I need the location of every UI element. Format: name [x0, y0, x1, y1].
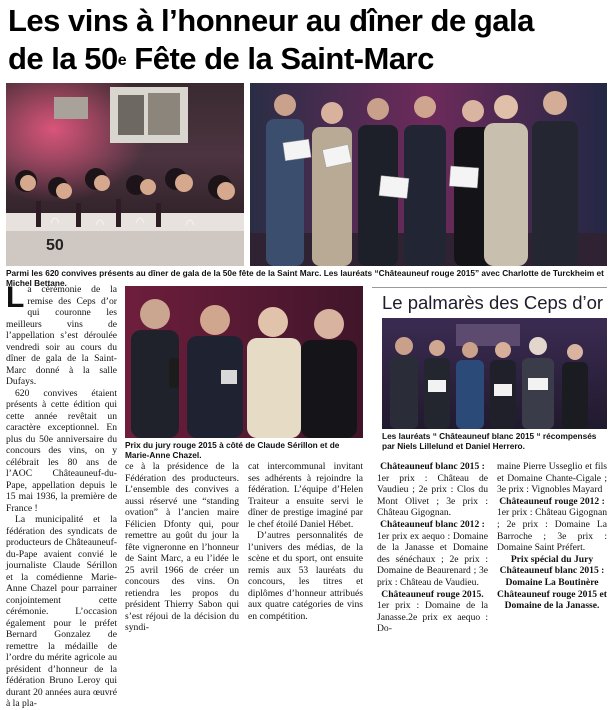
palmares-entry: 1er prix ex aequo : Domaine de la Janasse et Domaine des sénéchaux ; 2e prix : Domaine de Beaurenard ; 3e prix : Château de Vaudieu. — [377, 530, 488, 588]
article-column-3 — [248, 461, 363, 622]
dropcap: L — [6, 281, 25, 314]
caption-top: Parmi les 620 convives présents au dîner de gala de la 50e fête de la Saint Marc. Les lauréats “Châteauneuf rouge 2015” avec Charlotte de Turckheim et Michel Bettane. — [6, 268, 604, 288]
article-paragraph: La municipalité et la fédération des syndicats de producteurs de Châteauneuf-du-Pape avaient convié le journaliste Claude Sérillon et la comédienne Marie-Anne Chazel pour parrainer conjointement cette cérémonie. L’occasion également pour le préfet Bernard Gonzalez de remettre la médaille de l’ordre du mérite agricole au président d’honneur de la fédération Bruno Leroy qui durant 20 années aura œuvré à la pla- — [6, 514, 117, 709]
palmares-entry: 1er prix : Domaine de la Janasse.2e prix ex aequo : Do- — [377, 600, 488, 635]
article-paragraph: La cérémonie de la remise des Ceps d’or qui couronne les meilleurs vins de l’appellation s’est déroulée vendredi soir au cours du dîner de gala de la Saint-Marc donné à la salle Dufays. — [6, 281, 117, 387]
palmares-heading: Châteauneuf blanc 2012 : — [380, 518, 485, 530]
palmares-heading: Châteauneuf blanc 2015 : — [380, 461, 485, 472]
article-column-1 — [6, 281, 117, 710]
palmares-heading: Châteauneuf rouge 2015. — [381, 588, 484, 600]
palmares-entry: 1er prix : Château Gigognan ; 2e prix : Domaine La Barroche ; 3e prix : Domaine Saint Préfert. — [497, 507, 607, 554]
photo-jury-prize — [125, 286, 363, 438]
photo-dinner-hall — [6, 83, 244, 266]
photo-laureates-blanc-2015 — [382, 318, 607, 429]
article-column-2 — [125, 461, 239, 634]
photo-laureates-rouge-2015 — [250, 83, 607, 266]
table-number-50: 50 — [46, 237, 64, 254]
palmares-heading: Châteauneuf rouge 2012 : — [499, 495, 605, 507]
headline — [8, 2, 608, 78]
palmares-heading: Prix spécial du Jury Châteauneuf blanc 2015 : Domaine La Boutinère Châteauneuf rouge 2015 et Domaine de la Janasse. — [497, 553, 607, 612]
article-paragraph: ce à la présidence de la Fédération des producteurs. L’ensemble des convives a aussi réservé une “standing ovation” à l’ancien maire Félicien Dfonty qui, pour remettre au goût du jour la fête vigneronne en l’honneur de Saint Marc, a eu l’idée le 25 avril 1966 de créer un concours des vins. On retiendra les propos du président Thierry Sabon qui s’est réjoui de la décision du syndi- — [125, 461, 239, 633]
palmares-column-left — [377, 461, 488, 635]
sidebar-title: Le palmarès des Ceps d’or — [382, 292, 604, 313]
palmares-entry: maine Pierre Usseglio et fils et Domaine Chante-Cigale ; 3e prix : Vignobles Mayard — [497, 461, 607, 496]
article-paragraph: cat intercommunal invitant ses adhérents à rejoindre la fédération. L’équipe d’Helen Traiteur a ensuite servi le dîner de prestige imaginé par le chef étoilé Daniel Hébet. — [248, 461, 363, 530]
sidebar-rule — [372, 287, 607, 288]
caption-middle: Prix du jury rouge 2015 à côté de Claude Sérillon et de Marie-Anne Chazel. — [125, 440, 340, 460]
headline-line-1: Les vins à l’honneur au dîner de gala — [8, 3, 534, 38]
article-paragraph: D’autres personnalités de l’univers des médias, de la scène et du sport, ont ensuite remis aux 53 lauréats du concours, les titres et diplômes d’honneur attribués aux quatre catégories de vins en compétition. — [248, 530, 363, 622]
caption-right: Les lauréats “ Châteauneuf blanc 2015 “ récompensés par Niels Lillelund et Daniel Herrero. — [382, 431, 597, 451]
article-paragraph: 620 convives étaient présents à cette édition qui cette année revêtait un caractère exceptionnel. En plus du 50e anniversaire du concours des vins, on y célébrait les 80 ans de l’AOC Châteauneuf-du-Pape, appellation depuis le 15 mai 1936, la première de France ! — [6, 387, 117, 514]
palmares-entry: 1er prix : Château de Vaudieu ; 2e prix : Clos du Mont Olivet ; 3e prix : Château Gigognan. — [377, 472, 488, 519]
palmares-column-right — [497, 461, 607, 612]
headline-line-2: de la 50e Fête de la Saint-Marc — [8, 41, 434, 76]
